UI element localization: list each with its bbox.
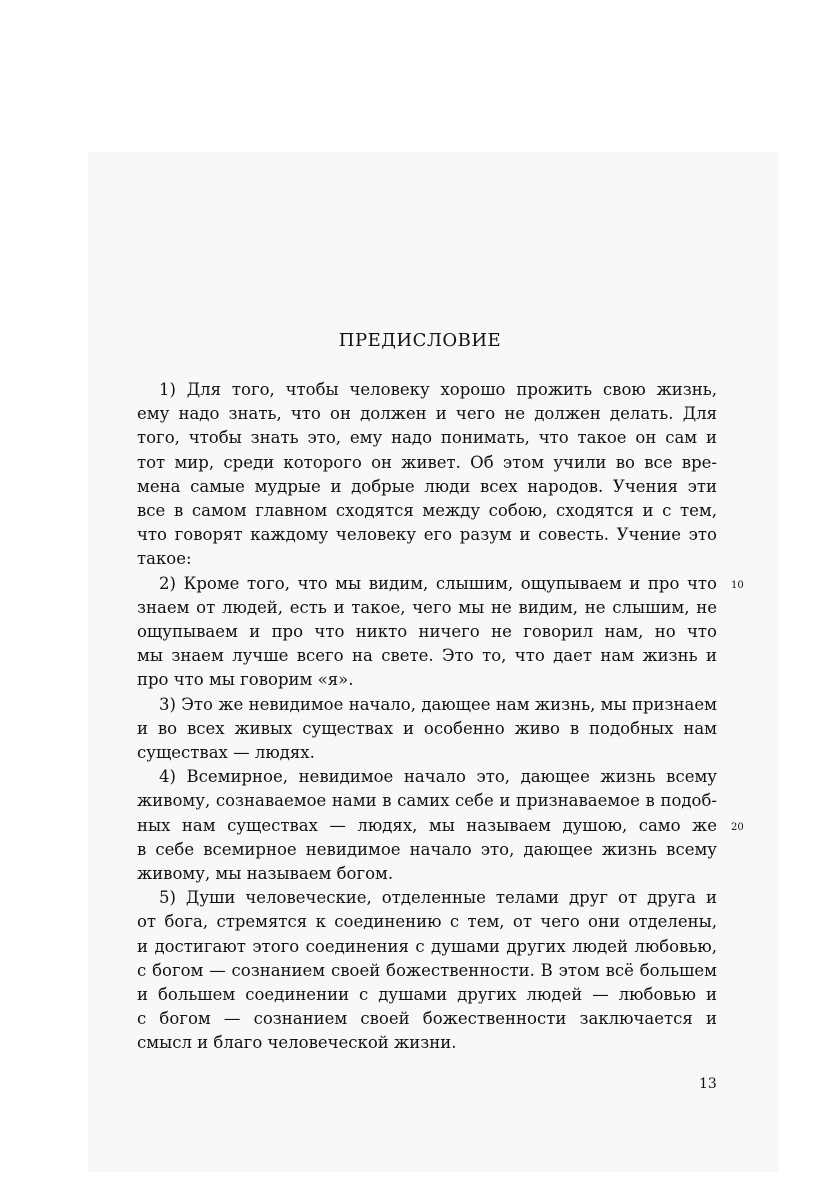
text-line: ему надо знать, что он должен и чего не должен делать. Для: [137, 404, 717, 424]
text-line: с богом — сознанием своей божественности. В этом всё большем: [137, 960, 717, 980]
text-line: знаем от людей, есть и такое, чего мы не видим, не слышим, не: [137, 597, 717, 617]
text-line: ощупываем и про что никто ничего не говорил нам, но что: [137, 622, 717, 642]
text-line: существах — людях.: [137, 743, 315, 763]
paragraph-1: [137, 378, 717, 572]
text-line: от бога, стремятся к соединению с тем, от чего они отделены,: [137, 912, 717, 932]
text-line: такое:: [137, 549, 192, 569]
body-text: [137, 378, 717, 1056]
text-line: того, чтобы знать это, ему надо понимать, что такое он сам и: [137, 428, 717, 448]
line-number-10: 10: [731, 580, 744, 591]
text-line: живому, мы называем богом.: [137, 864, 394, 884]
page-title: ПРЕДИСЛОВИЕ: [338, 330, 502, 351]
text-line: с богом — сознанием своей божественности заключается и: [137, 1009, 717, 1029]
text-line: тот мир, среди которого он живет. Об этом учили во все вре-: [137, 452, 717, 472]
paragraph-3: [137, 693, 717, 766]
text-line: 2) Кроме того, что мы видим, слышим, ощупываем и про что: [159, 573, 717, 593]
text-line: и большем соединении с душами других людей — любовью и: [137, 985, 717, 1005]
text-line: 3) Это же невидимое начало, дающее нам жизнь, мы признаем: [159, 694, 717, 714]
text-line: ных нам существах — людях, мы называем душою, само же: [137, 815, 717, 835]
text-line: в себе всемирное невидимое начало это, дающее жизнь всему: [137, 839, 717, 859]
text-line: и во всех живых существах и особенно живо в подобных нам: [137, 718, 717, 738]
text-line: 4) Всемирное, невидимое начало это, дающее жизнь всему: [159, 767, 717, 787]
page-number: 13: [699, 1076, 717, 1092]
text-line: смысл и благо человеческой жизни.: [137, 1033, 457, 1053]
text-line: и достигают этого соединения с душами других людей любовью,: [137, 936, 717, 956]
paragraph-4: [137, 765, 717, 886]
text-line: мена самые мудрые и добрые люди всех народов. Учения эти: [137, 476, 717, 496]
line-number-20: 20: [731, 822, 744, 833]
text-line: 1) Для того, чтобы человеку хорошо прожить свою жизнь,: [159, 380, 717, 399]
text-line: все в самом главном сходятся между собою, сходятся и с тем,: [137, 501, 717, 521]
paragraph-5: [137, 886, 717, 1055]
text-line: что говорят каждому человеку его разум и совесть. Учение это: [137, 525, 717, 545]
paragraph-2: [137, 572, 717, 693]
text-line: про что мы говорим «я».: [137, 670, 354, 690]
text-line: живому, сознаваемое нами в самих себе и признаваемое в подоб-: [137, 791, 717, 811]
text-line: мы знаем лучше всего на свете. Это то, что дает нам жизнь и: [137, 646, 717, 666]
text-line: 5) Души человеческие, отделенные телами друг от друга и: [159, 888, 717, 908]
